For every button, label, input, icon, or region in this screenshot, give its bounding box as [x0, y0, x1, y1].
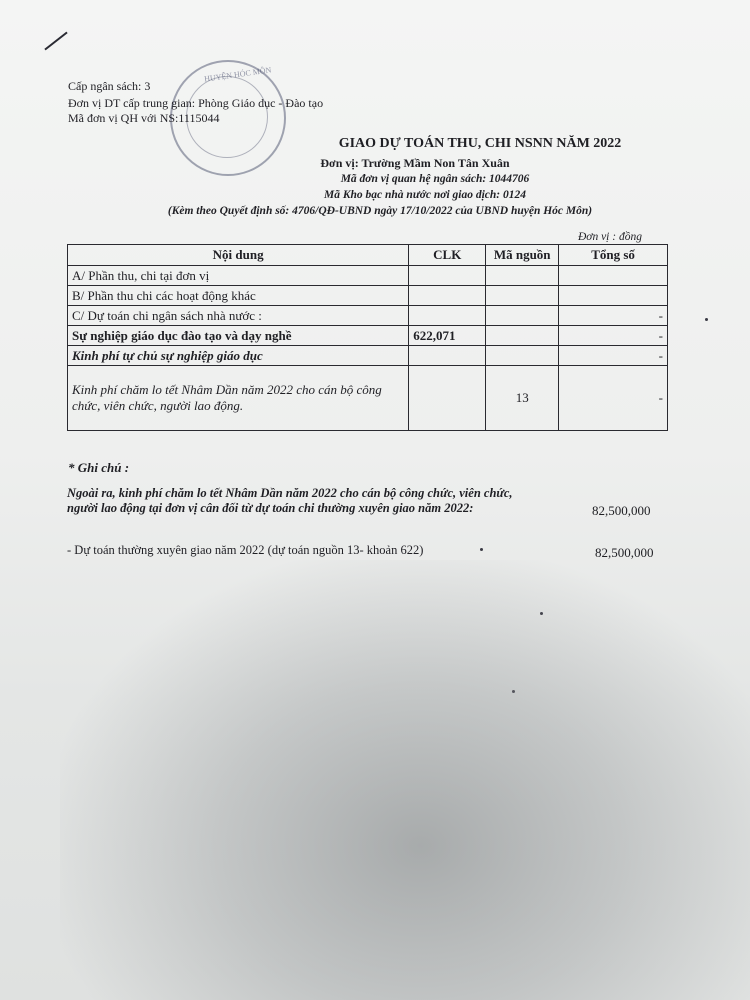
notes-line: - Dự toán thường xuyên giao năm 2022 (dự toán nguồn 13- khoản 622)	[67, 543, 424, 557]
header-content: Nội dung	[68, 245, 409, 266]
header-total: Tổng số	[559, 245, 668, 266]
table-row	[68, 326, 668, 346]
budget-table	[67, 244, 668, 431]
document-title: GIAO DỰ TOÁN THU, CHI NSNN NĂM 2022	[338, 136, 622, 151]
table-row	[68, 306, 668, 326]
table-row	[68, 346, 668, 366]
header-source: Mã nguồn	[486, 245, 559, 266]
row-source	[486, 266, 559, 286]
row-total	[559, 286, 668, 306]
row-clk	[409, 366, 486, 431]
row-clk	[409, 346, 486, 366]
intermediate-unit: Đơn vị DT cấp trung gian: Phòng Giáo dục - Đào tạo	[68, 96, 324, 110]
row-total: -	[559, 346, 668, 366]
qh-code: Mã đơn vị QH với NS:1115044	[68, 111, 220, 125]
decision-reference: (Kèm theo Quyết định số: 4706/QĐ-UBND ngày 17/10/2022 của UBND huyện Hóc Môn)	[167, 205, 593, 217]
row-content: Kinh phí chăm lo tết Nhâm Dần năm 2022 cho cán bộ công chức, viên chức, người lao động.	[68, 366, 409, 431]
row-content: Kinh phí tự chủ sự nghiệp giáo dục	[68, 346, 409, 366]
row-clk	[409, 286, 486, 306]
treasury-code: Mã Kho bạc nhà nước nơi giao dịch: 0124	[324, 189, 526, 201]
table-row	[68, 366, 668, 431]
row-clk: 622,071	[409, 326, 486, 346]
seal-text: HUYỆN HÓC MÔN	[203, 65, 272, 84]
budget-level: Cấp ngân sách: 3	[68, 79, 151, 93]
notes-paragraph: Ngoài ra, kinh phí chăm lo tết Nhâm Dần năm 2022 cho cán bộ công chức, viên chức, người lao động tại đơn vị cân đối từ dự toán chi thường xuyên giao năm 2022:	[67, 486, 513, 515]
row-content: A/ Phần thu, chi tại đơn vị	[68, 266, 409, 286]
speck	[480, 548, 483, 551]
photo-shadow	[60, 560, 750, 1000]
row-clk	[409, 266, 486, 286]
row-source	[486, 306, 559, 326]
speck	[705, 318, 708, 321]
table-row	[68, 286, 668, 306]
row-total	[559, 266, 668, 286]
row-total: -	[559, 306, 668, 326]
row-source	[486, 326, 559, 346]
table-row	[68, 266, 668, 286]
row-total: -	[559, 366, 668, 431]
row-source: 13	[486, 366, 559, 431]
notes-heading: * Ghi chú :	[68, 460, 130, 475]
speck	[512, 690, 515, 693]
row-clk	[409, 306, 486, 326]
unit-name: Đơn vị: Trường Mầm Non Tân Xuân	[320, 156, 510, 170]
pen-mark	[44, 32, 67, 51]
currency-unit: Đơn vị : đồng	[578, 231, 642, 243]
row-content: B/ Phần thu chi các hoạt động khác	[68, 286, 409, 306]
row-total: -	[559, 326, 668, 346]
header-clk: CLK	[409, 245, 486, 266]
row-content: Sự nghiệp giáo dục đào tạo và dạy nghề	[68, 326, 409, 346]
table-header-row	[68, 245, 668, 266]
row-content: C/ Dự toán chi ngân sách nhà nước :	[68, 306, 409, 326]
budget-relation-code: Mã đơn vị quan hệ ngân sách: 1044706	[340, 173, 530, 185]
row-source	[486, 286, 559, 306]
speck	[540, 612, 543, 615]
row-source	[486, 346, 559, 366]
notes-line-amount: 82,500,000	[595, 545, 654, 560]
notes-paragraph-amount: 82,500,000	[592, 503, 651, 518]
